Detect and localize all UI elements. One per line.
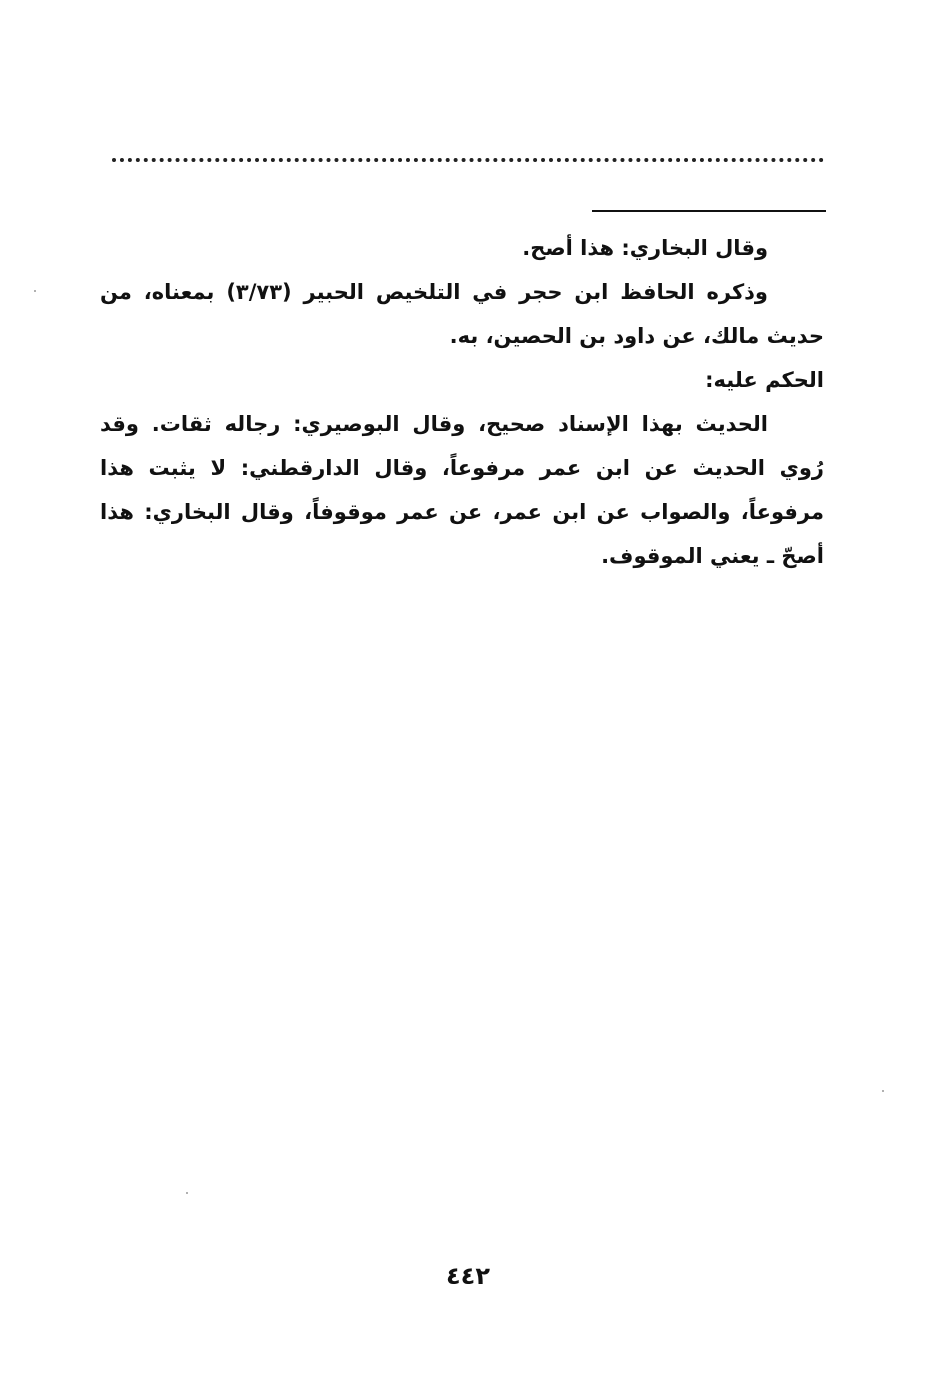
scan-speck (34, 290, 36, 292)
scan-speck (882, 1090, 884, 1092)
dotted-separator (112, 158, 824, 162)
scan-speck (186, 1192, 188, 1194)
ruling-paragraph: الحديث بهذا الإسناد صحيح، وقال البوصيري: رجاله ثقات. وقد رُوي الحديث عن ابن عمر مرفوعاً، وقال الدارقطني: لا يثبت هذا مرفوعاً، والصواب عن ابن عمر، عن عمر موقوفاً، وقال البخاري: هذا أصحّ ـ يعني الموقوف. (100, 412, 824, 568)
footnote-line-1: وقال البخاري: هذا أصح. (522, 236, 768, 260)
footnote-line-2: وذكره الحافظ ابن حجر في التلخيص الحبير (٣/٧٣) بمعناه، من حديث مالك، عن داود بن الحصين، به. (100, 280, 824, 348)
page-body (100, 226, 824, 578)
footnote-rule (592, 210, 826, 212)
page-number: ٤٤٢ (446, 1262, 490, 1290)
ruling-heading: الحكم عليه: (705, 368, 824, 392)
